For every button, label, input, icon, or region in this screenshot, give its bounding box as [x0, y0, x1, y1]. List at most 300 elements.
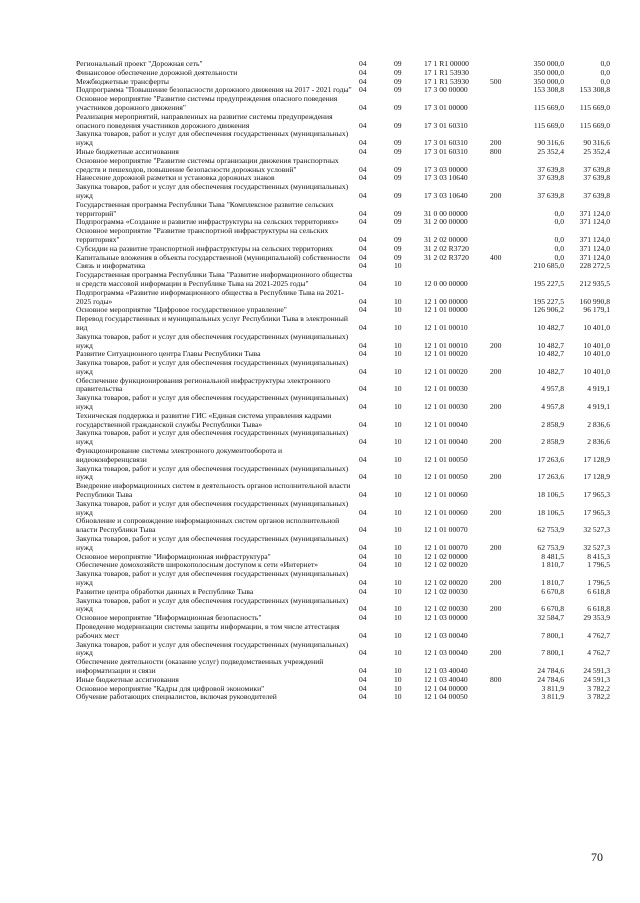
row-amount-year-1: 10 482,7 [537, 340, 564, 350]
row-name: Основное мероприятие "Кадры для цифровой экономики" [76, 684, 265, 693]
row-subsection: 09 [394, 234, 402, 244]
row-name: Подпрограмма "Повышение безопасности дорожного движения на 2017 - 2021 годы" [76, 86, 352, 95]
table-row [76, 271, 610, 289]
row-section: 04 [359, 587, 367, 596]
row-expense-type [488, 69, 520, 78]
row-target-article: 12 1 03 00000 [424, 614, 468, 623]
row-target-article: 12 1 03 00040 [424, 648, 468, 658]
row-amount-year-1: 32 584,7 [537, 614, 564, 623]
row-target-article: 12 1 01 00050 [424, 472, 468, 482]
row-section: 04 [359, 384, 367, 394]
row-amount-year-1: 350 000,0 [533, 68, 564, 77]
row-expense-type: 200 [490, 190, 502, 200]
row-subsection: 09 [394, 190, 402, 200]
row-amount-year-1: 6 670,8 [541, 604, 564, 614]
row-amount-year-2: 37 639,8 [583, 174, 610, 183]
row-name: Основное мероприятие "Цифровое государственное управление" [76, 306, 287, 315]
row-name: Нанесение дорожной разметки и установка дорожных знаков [76, 174, 275, 183]
row-target-article: 12 1 03 40040 [424, 665, 468, 675]
row-subsection: 10 [394, 507, 402, 517]
row-expense-type [488, 201, 520, 219]
row-amount-year-1: 7 800,1 [541, 630, 564, 640]
row-section: 04 [359, 322, 367, 332]
table-row [76, 535, 610, 553]
row-name: Закупка товаров, работ и услуг для обеспечения государственных (муниципальных) нужд [76, 183, 349, 200]
row-expense-type [488, 447, 520, 465]
row-subsection: 10 [394, 340, 402, 350]
row-section: 04 [359, 552, 367, 561]
table-row [76, 412, 610, 430]
row-expense-type [488, 227, 520, 245]
row-expense-type [488, 482, 520, 500]
row-subsection: 09 [394, 120, 402, 130]
row-section: 04 [359, 164, 367, 174]
row-amount-year-2: 90 316,6 [583, 138, 610, 148]
row-amount-year-1: 0,0 [554, 218, 564, 227]
table-row [76, 500, 610, 518]
row-amount-year-2: 96 179,1 [583, 306, 610, 315]
row-amount-year-2: 32 527,3 [583, 542, 610, 552]
row-amount-year-1: 350 000,0 [533, 60, 564, 68]
row-target-article: 31 2 00 00000 [424, 218, 468, 227]
row-amount-year-2: 17 965,3 [583, 507, 610, 517]
row-expense-type [488, 245, 520, 254]
row-amount-year-2: 17 965,3 [583, 490, 610, 500]
row-expense-type [488, 614, 520, 623]
table-row [76, 315, 610, 333]
row-amount-year-2: 0,0 [600, 77, 610, 86]
row-amount-year-1: 1 810,7 [541, 578, 564, 588]
row-subsection: 10 [394, 561, 402, 570]
row-target-article: 12 0 00 00000 [424, 278, 468, 288]
row-expense-type [488, 262, 520, 271]
table-row [76, 588, 610, 597]
row-amount-year-2: 29 353,9 [583, 614, 610, 623]
row-name: Государственная программа Республики Тыва "Развитие информационного общества и средств массовой информации в Республике Тыва на 2021-2025 годы" [76, 271, 353, 288]
row-amount-year-2: 10 401,0 [583, 340, 610, 350]
row-subsection: 09 [394, 68, 402, 77]
table-row [76, 245, 610, 254]
row-name: Развитие центра обработки данных в Республике Тыва [76, 587, 254, 596]
row-section: 04 [359, 218, 367, 227]
row-name: Основное мероприятие "Развитие транспортной инфраструктуры на сельских территориях" [76, 227, 329, 244]
row-amount-year-2: 2 836,6 [587, 437, 610, 447]
row-subsection: 10 [394, 322, 402, 332]
row-name: Основное мероприятие "Развитие системы предупреждения опасного поведения участников дорожного движения" [76, 95, 338, 112]
row-name: Иные бюджетные ассигнования [76, 675, 179, 684]
row-amount-year-2: 371 124,0 [579, 208, 610, 218]
row-amount-year-2: 6 618,8 [587, 604, 610, 614]
row-amount-year-1: 1 810,7 [541, 561, 564, 570]
table-row [76, 693, 610, 702]
table-row [76, 465, 610, 483]
row-amount-year-2: 0,0 [600, 60, 610, 68]
row-section: 04 [359, 174, 367, 183]
row-expense-type [488, 517, 520, 535]
row-amount-year-1: 10 482,7 [537, 322, 564, 332]
row-target-article: 12 1 03 00040 [424, 630, 468, 640]
row-subsection: 09 [394, 244, 402, 253]
row-name: Закупка товаров, работ и услуг для обеспечения государственных (муниципальных) нужд [76, 130, 349, 148]
row-target-article: 12 1 04 00050 [424, 693, 468, 702]
row-name: Закупка товаров, работ и услуг для обеспечения государственных (муниципальных) нужд [76, 640, 349, 658]
row-section: 04 [359, 630, 367, 640]
row-subsection: 10 [394, 525, 402, 535]
row-subsection: 10 [394, 675, 402, 684]
row-section: 04 [359, 253, 367, 262]
row-section: 04 [359, 350, 367, 359]
row-name: Закупка товаров, работ и услуг для обеспечения государственных (муниципальных) нужд [76, 596, 349, 614]
row-expense-type: 200 [490, 472, 502, 482]
row-subsection: 09 [394, 60, 402, 68]
row-name: Обеспечение деятельности (оказание услуг) подведомственных учреждений информатизации и связи [76, 658, 324, 675]
row-expense-type: 500 [490, 77, 502, 86]
row-amount-year-2: 10 401,0 [583, 322, 610, 332]
row-target-article: 31 2 02 00000 [424, 234, 468, 244]
row-expense-type [488, 693, 520, 702]
row-section: 04 [359, 234, 367, 244]
row-section: 04 [359, 665, 367, 675]
row-amount-year-2: 17 128,9 [583, 454, 610, 464]
row-name: Субсидии на развитие транспортной инфраструктуры на сельских территориях [76, 244, 333, 253]
row-name: Основное мероприятие "Информационная инфраструктура" [76, 552, 271, 561]
row-amount-year-2: 24 591,3 [583, 675, 610, 684]
row-expense-type: 200 [490, 604, 502, 614]
row-amount-year-2: 4 919,1 [587, 402, 610, 412]
row-target-article: 12 1 01 00070 [424, 525, 468, 535]
row-target-article: 17 3 01 60310 [424, 147, 468, 156]
table-row [76, 394, 610, 412]
row-section: 04 [359, 366, 367, 376]
row-subsection: 09 [394, 164, 402, 174]
row-name: Обучение работающих специалистов, включая руководителей [76, 693, 277, 702]
row-section: 04 [359, 86, 367, 95]
row-subsection: 10 [394, 665, 402, 675]
budget-table [76, 60, 610, 702]
row-amount-year-2: 228 272,5 [579, 262, 610, 271]
row-target-article: 31 2 02 R3720 [424, 253, 469, 262]
row-subsection: 10 [394, 384, 402, 394]
row-expense-type [488, 350, 520, 359]
table-row [76, 201, 610, 219]
table-row [76, 289, 610, 307]
table-row [76, 447, 610, 465]
row-subsection: 10 [394, 542, 402, 552]
row-amount-year-1: 10 482,7 [537, 350, 564, 359]
row-amount-year-1: 115 669,0 [533, 120, 564, 130]
row-subsection: 10 [394, 262, 402, 271]
row-name: Региональный проект "Дорожная сеть" [76, 60, 203, 68]
row-amount-year-1: 18 106,5 [537, 490, 564, 500]
row-amount-year-2: 1 796,5 [587, 561, 610, 570]
row-name: Реализация мероприятий, направленных на развитие системы предупреждения опасного поведения участников дорожного движения [76, 112, 333, 130]
row-target-article: 12 1 02 00030 [424, 587, 468, 596]
row-amount-year-2: 4 762,7 [587, 630, 610, 640]
row-name: Основное мероприятие "Информационная безопасность" [76, 614, 262, 623]
row-amount-year-2: 3 782,2 [587, 693, 610, 702]
table-row [76, 86, 610, 95]
row-target-article: 12 1 02 00020 [424, 561, 468, 570]
table-row [76, 113, 610, 131]
row-subsection: 10 [394, 419, 402, 429]
row-amount-year-1: 153 308,8 [533, 86, 564, 95]
row-section: 04 [359, 693, 367, 702]
row-amount-year-1: 37 639,8 [537, 174, 564, 183]
row-amount-year-1: 24 784,6 [537, 665, 564, 675]
row-section: 04 [359, 604, 367, 614]
row-subsection: 10 [394, 278, 402, 288]
row-amount-year-2: 8 415,3 [587, 552, 610, 561]
row-expense-type [488, 95, 520, 113]
row-expense-type: 200 [490, 648, 502, 658]
row-amount-year-1: 195 227,5 [533, 296, 564, 306]
row-subsection: 10 [394, 472, 402, 482]
row-subsection: 10 [394, 630, 402, 640]
table-row [76, 570, 610, 588]
row-expense-type [488, 306, 520, 315]
table-row [76, 553, 610, 562]
row-expense-type [488, 623, 520, 641]
page-number: 70 [591, 850, 603, 864]
row-target-article: 12 1 01 00040 [424, 437, 468, 447]
row-expense-type [488, 86, 520, 95]
row-name: Основное мероприятие "Развитие системы организации движения транспортных средств и пешеходов, повышение безопасности дорожных условий" [76, 156, 339, 174]
row-expense-type [488, 658, 520, 676]
row-subsection: 10 [394, 306, 402, 315]
row-amount-year-2: 4 762,7 [587, 648, 610, 658]
table-row [76, 148, 610, 157]
row-expense-type: 200 [490, 578, 502, 588]
row-target-article: 12 1 02 00030 [424, 604, 468, 614]
row-section: 04 [359, 675, 367, 684]
row-subsection: 10 [394, 296, 402, 306]
row-target-article: 12 1 01 00030 [424, 402, 468, 412]
row-amount-year-2: 115 669,0 [579, 102, 610, 112]
row-amount-year-2: 24 591,3 [583, 665, 610, 675]
row-name: Перевод государственных и муниципальных услуг Республики Тыва в электронный вид [76, 315, 348, 332]
row-section: 04 [359, 472, 367, 482]
row-section: 04 [359, 340, 367, 350]
row-target-article: 12 1 01 00030 [424, 384, 468, 394]
row-name: Закупка товаров, работ и услуг для обеспечения государственных (муниципальных) нужд [76, 332, 349, 350]
row-target-article: 12 1 01 00020 [424, 350, 468, 359]
row-name: Обеспечение домохозяйств широкополосным доступом к сети «Интернет» [76, 561, 319, 570]
row-name: Государственная программа Республики Тыва "Комплексное развитие сельских территорий" [76, 200, 334, 218]
row-section: 04 [359, 60, 367, 68]
row-expense-type: 200 [490, 402, 502, 412]
row-name: Закупка товаров, работ и услуг для обеспечения государственных (муниципальных) нужд [76, 570, 349, 588]
row-amount-year-1: 2 858,9 [541, 437, 564, 447]
row-target-article: 12 1 03 40040 [424, 675, 468, 684]
row-subsection: 09 [394, 174, 402, 183]
row-amount-year-2: 371 124,0 [579, 234, 610, 244]
table-row [76, 262, 610, 271]
row-expense-type: 800 [490, 147, 502, 156]
row-target-article: 12 1 01 00050 [424, 454, 468, 464]
row-target-article [424, 262, 488, 271]
row-expense-type: 200 [490, 542, 502, 552]
row-name: Проведение модернизации системы защиты информации, в том числе аттестация рабочих мест [76, 623, 340, 640]
row-amount-year-2: 25 352,4 [583, 147, 610, 156]
row-target-article: 17 3 03 10640 [424, 174, 468, 183]
row-target-article: 17 1 R1 53930 [424, 77, 469, 86]
row-expense-type: 200 [490, 340, 502, 350]
table-row [76, 641, 610, 659]
row-subsection: 09 [394, 218, 402, 227]
row-target-article: 12 1 01 00040 [424, 419, 468, 429]
row-target-article: 12 1 01 00010 [424, 322, 468, 332]
row-expense-type [488, 685, 520, 694]
row-amount-year-2: 3 782,2 [587, 684, 610, 693]
row-expense-type [488, 157, 520, 175]
row-subsection: 09 [394, 253, 402, 262]
row-amount-year-1: 62 753,9 [537, 525, 564, 535]
row-target-article: 31 2 02 R3720 [424, 244, 469, 253]
row-target-article: 17 3 01 60310 [424, 138, 468, 148]
row-section: 04 [359, 578, 367, 588]
row-target-article: 17 1 R1 53930 [424, 68, 469, 77]
row-name: Развитие Ситуационного центра Главы Республики Тыва [76, 350, 261, 359]
row-expense-type [488, 377, 520, 395]
row-amount-year-2: 115 669,0 [579, 120, 610, 130]
row-target-article: 12 1 01 00010 [424, 340, 468, 350]
row-subsection: 10 [394, 648, 402, 658]
row-expense-type: 200 [490, 437, 502, 447]
row-section: 04 [359, 190, 367, 200]
row-name: Закупка товаров, работ и услуг для обеспечения государственных (муниципальных) нужд [76, 394, 349, 412]
row-amount-year-2: 1 796,5 [587, 578, 610, 588]
row-name: Подпрограмма «Создание и развитие инфраструктуры на сельских территориях» [76, 218, 339, 227]
row-section: 04 [359, 244, 367, 253]
row-subsection: 09 [394, 208, 402, 218]
table-row [76, 333, 610, 351]
row-subsection: 10 [394, 402, 402, 412]
table-row [76, 561, 610, 570]
row-amount-year-2: 37 639,8 [583, 164, 610, 174]
row-section: 04 [359, 262, 367, 271]
row-section: 04 [359, 454, 367, 464]
table-row [76, 685, 610, 694]
table-row [76, 306, 610, 315]
row-name: Финансовое обеспечение дорожной деятельности [76, 68, 238, 77]
row-amount-year-2: 2 836,6 [587, 419, 610, 429]
row-section: 04 [359, 147, 367, 156]
row-amount-year-2: 37 639,8 [583, 190, 610, 200]
row-subsection: 09 [394, 138, 402, 148]
row-expense-type [488, 412, 520, 430]
table-row [76, 69, 610, 78]
row-subsection: 09 [394, 86, 402, 95]
row-name: Закупка товаров, работ и услуг для обеспечения государственных (муниципальных) нужд [76, 535, 349, 552]
row-amount-year-2: 153 308,8 [579, 86, 610, 95]
row-expense-type: 200 [490, 507, 502, 517]
row-expense-type [488, 218, 520, 227]
row-expense-type [488, 588, 520, 597]
table-row [76, 350, 610, 359]
row-subsection: 10 [394, 693, 402, 702]
row-target-article: 12 1 01 00020 [424, 366, 468, 376]
row-amount-year-1: 126 906,2 [533, 306, 564, 315]
row-target-article: 12 1 02 00020 [424, 578, 468, 588]
row-amount-year-2: 371 124,0 [579, 253, 610, 262]
table-row [76, 78, 610, 87]
row-amount-year-2: 10 401,0 [583, 350, 610, 359]
table-row [76, 254, 610, 263]
row-expense-type [488, 60, 520, 69]
row-amount-year-1: 6 670,8 [541, 587, 564, 596]
row-target-article: 12 1 01 00060 [424, 490, 468, 500]
row-amount-year-1: 10 482,7 [537, 366, 564, 376]
table-row [76, 623, 610, 641]
row-amount-year-2: 32 527,3 [583, 525, 610, 535]
row-expense-type [488, 113, 520, 131]
row-target-article: 12 1 01 00070 [424, 542, 468, 552]
row-expense-type: 200 [490, 366, 502, 376]
row-amount-year-1: 8 481,5 [541, 552, 564, 561]
row-amount-year-1: 115 669,0 [533, 102, 564, 112]
row-section: 04 [359, 437, 367, 447]
row-amount-year-1: 17 263,6 [537, 454, 564, 464]
row-target-article: 12 1 02 00000 [424, 552, 468, 561]
row-subsection: 10 [394, 614, 402, 623]
row-name: Закупка товаров, работ и услуг для обеспечения государственных (муниципальных) нужд [76, 359, 349, 376]
table-row [76, 377, 610, 395]
row-name: Межбюджетные трансферты [76, 77, 169, 86]
table-row [76, 130, 610, 148]
row-section: 04 [359, 507, 367, 517]
row-subsection: 10 [394, 587, 402, 596]
row-amount-year-2: 160 990,8 [579, 296, 610, 306]
row-amount-year-1: 37 639,8 [537, 190, 564, 200]
table-row [76, 157, 610, 175]
row-target-article: 17 3 03 00000 [424, 164, 468, 174]
row-name: Техническая поддержка и развитие ГИС «Единая система управления кадрами государственной гражданской службы Республики Тыва» [76, 411, 332, 429]
row-amount-year-1: 0,0 [554, 253, 564, 262]
row-amount-year-1: 195 227,5 [533, 278, 564, 288]
row-section: 04 [359, 77, 367, 86]
row-amount-year-2: 371 124,0 [579, 244, 610, 253]
row-section: 04 [359, 684, 367, 693]
table-row [76, 359, 610, 377]
table-row [76, 218, 610, 227]
row-amount-year-1: 4 957,8 [541, 402, 564, 412]
row-name: Закупка товаров, работ и услуг для обеспечения государственных (муниципальных) нужд [76, 429, 349, 447]
row-subsection: 10 [394, 490, 402, 500]
row-subsection: 10 [394, 350, 402, 359]
row-section: 04 [359, 419, 367, 429]
row-section: 04 [359, 120, 367, 130]
table-row [76, 517, 610, 535]
row-subsection: 10 [394, 366, 402, 376]
row-name: Капитальные вложения в объекты государственной (муниципальной) собственности [76, 253, 350, 262]
row-amount-year-2: 371 124,0 [579, 218, 610, 227]
row-expense-type [488, 315, 520, 333]
row-amount-year-1: 0,0 [554, 208, 564, 218]
row-target-article: 17 1 R1 00000 [424, 60, 469, 68]
row-target-article: 12 1 00 00000 [424, 296, 468, 306]
row-section: 04 [359, 648, 367, 658]
row-amount-year-1: 7 800,1 [541, 648, 564, 658]
row-section: 04 [359, 208, 367, 218]
row-amount-year-1: 37 639,8 [537, 164, 564, 174]
row-name: Иные бюджетные ассигнования [76, 147, 179, 156]
row-name: Связь и информатика [76, 262, 146, 271]
row-subsection: 09 [394, 102, 402, 112]
row-amount-year-2: 10 401,0 [583, 366, 610, 376]
row-name: Обеспечение функционирования региональной инфраструктуры электронного правительства [76, 376, 331, 394]
row-target-article: 12 1 04 00000 [424, 684, 468, 693]
row-target-article: 17 3 00 00000 [424, 86, 468, 95]
